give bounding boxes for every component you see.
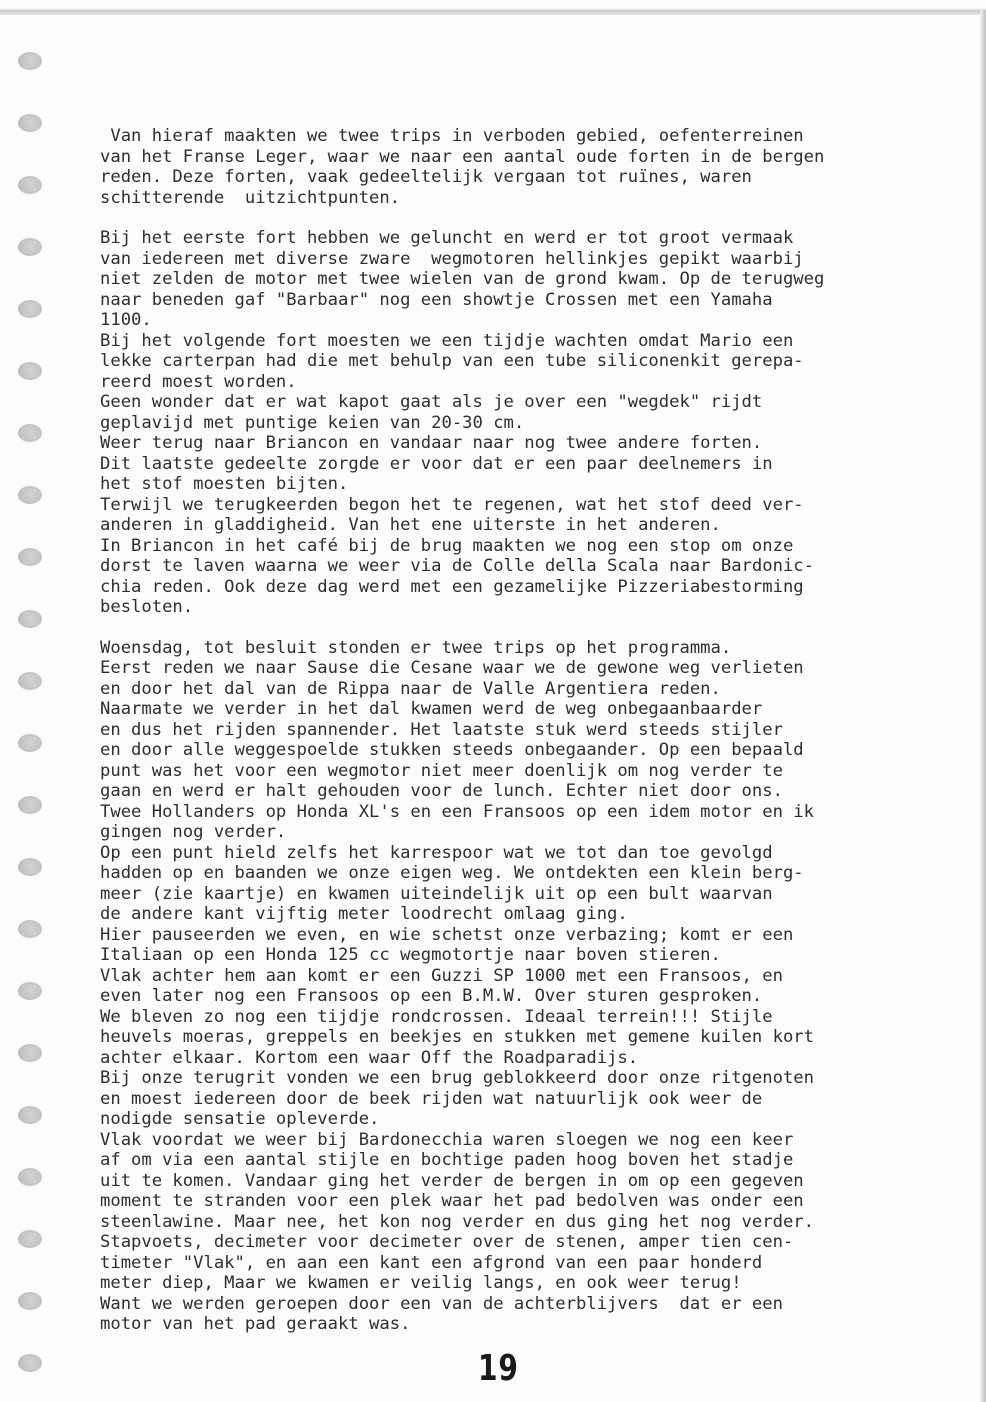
text-line: achter elkaar. Kortom een waar Off the Roadparadijs. [100, 1047, 639, 1068]
page-right-edge [980, 10, 986, 1402]
text-line: en moest iedereen door de beek rijden wat natuurlijk ook weer de [100, 1088, 763, 1109]
text-line: reden. Deze forten, vaak gedeeltelijk vergaan tot ruïnes, waren [100, 167, 752, 187]
binder-hole [18, 362, 42, 380]
text-line: Weer terug naar Briancon en vandaar naar nog twee andere forten. [100, 433, 763, 453]
text-line: Van hieraf maakten we twee trips in verboden gebied, oefenterreinen [100, 126, 804, 146]
paragraph [100, 638, 970, 1335]
text-line: Twee Hollanders op Honda XL's en een Fransoos op een idem motor en ik [100, 801, 814, 822]
binder-hole [18, 1292, 42, 1310]
text-line: Vlak voordat we weer bij Bardonecchia waren sloegen we nog een keer [100, 1129, 794, 1150]
binder-hole [18, 1168, 42, 1186]
text-line: We bleven zo nog een tijdje rondcrossen. Ideaal terrein!!! Stijle [100, 1006, 773, 1027]
text-line: Op een punt hield zelfs het karrespoor wat we tot dan toe gevolgd [100, 842, 773, 863]
paragraph-gap [100, 618, 970, 638]
text-line: uit te komen. Vandaar ging het verder de bergen in om op een gegeven [100, 1170, 804, 1191]
paragraph [100, 228, 970, 618]
text-line: gingen nog verder. [100, 822, 287, 842]
binder-hole [18, 548, 42, 566]
text-line: Bij het volgende fort moesten we een tijdje wachten omdat Mario een [100, 330, 794, 351]
text-line: en dus het rijden spannender. Het laatste stuk werd steeds stijler [100, 719, 783, 740]
text-line: Eerst reden we naar Sause die Cesane waar we de gewone weg verlieten [100, 658, 804, 678]
text-line: af om via een aantal stijle en bochtige paden hoog boven het stadje [100, 1150, 794, 1170]
binder-hole [18, 672, 42, 690]
binder-hole [18, 238, 42, 256]
text-line: lekke carterpan had die met behulp van een tube siliconenkit gerepa- [100, 351, 804, 371]
text-line: de andere kant vijftig meter loodrecht omlaag ging. [100, 904, 628, 924]
text-line: besloten. [100, 597, 194, 617]
text-line: en door alle weggespoelde stukken steeds onbegaander. Op een bepaald [100, 740, 804, 760]
binder-hole [18, 1354, 42, 1372]
text-line: gaan en werd er halt gehouden voor de lunch. Echter niet door ons. [100, 781, 783, 801]
text-line: Woensdag, tot besluit stonden er twee trips op het programma. [100, 637, 732, 658]
text-line: geplavijd met puntige keien van 20-30 cm. [100, 412, 525, 433]
binder-hole [18, 858, 42, 876]
text-line: Hier pauseerden we even, en wie schetst onze verbazing; komt er een [100, 924, 794, 945]
text-line: Bij het eerste fort hebben we geluncht en werd er tot groot vermaak [100, 228, 794, 248]
binder-hole [18, 114, 42, 132]
text-line: van iedereen met diverse zware wegmotoren hellinkjes gepikt waarbij [100, 248, 804, 269]
binder-hole [18, 486, 42, 504]
binder-hole [18, 982, 42, 1000]
text-line: Want we werden geroepen door een van de achterblijvers dat er een [100, 1293, 783, 1314]
paragraph [100, 126, 970, 208]
text-line: Geen wonder dat er wat kapot gaat als je over een "wegdek" rijdt [100, 392, 763, 412]
text-line: Terwijl we terugkeerden begon het te regenen, wat het stof deed ver- [100, 494, 804, 515]
text-line: anderen in gladdigheid. Van het ene uiterste in het anderen. [100, 515, 721, 535]
page-top-edge [0, 8, 986, 15]
text-line: niet zelden de motor met twee wielen van de grond kwam. Op de terugweg [100, 269, 825, 289]
text-line: het stof moesten bijten. [100, 474, 349, 494]
text-line: even later nog een Fransoos op een B.M.W. Over sturen gesproken. [100, 986, 763, 1006]
text-line: meter diep, Maar we kwamen er veilig langs, en ook weer terug! [100, 1273, 742, 1293]
text-line: Vlak achter hem aan komt er een Guzzi SP 1000 met een Fransoos, en [100, 965, 783, 986]
text-line: moment te stranden voor een plek waar het pad bedolven was onder een [100, 1191, 804, 1211]
text-line: schitterende uitzichtpunten. [100, 187, 401, 208]
binder-hole [18, 1230, 42, 1248]
article-text [100, 126, 970, 1335]
text-line: naar beneden gaf "Barbaar" nog een showtje Crossen met een Yamaha [100, 289, 773, 310]
text-line: heuvels moeras, greppels en beekjes en stukken met gemene kuilen kort [100, 1027, 814, 1047]
text-line: van het Franse Leger, waar we naar een aantal oude forten in de bergen [100, 146, 825, 167]
binder-hole [18, 52, 42, 70]
binder-hole [18, 300, 42, 318]
text-line: Bij onze terugrit vonden we een brug geblokkeerd door onze ritgenoten [100, 1068, 814, 1088]
text-line: steenlawine. Maar nee, het kon nog verder en dus ging het nog verder. [100, 1211, 814, 1232]
binder-hole [18, 796, 42, 814]
text-line: Naarmate we verder in het dal kwamen werd de weg onbegaanbaarder [100, 699, 763, 719]
text-line: dorst te laven waarna we weer via de Colle della Scala naar Bardonic- [100, 556, 814, 576]
text-line: meer (zie kaartje) en kwamen uiteindelijk uit op een bult waarvan [100, 883, 773, 904]
binder-hole [18, 610, 42, 628]
binder-hole [18, 920, 42, 938]
binder-hole [18, 734, 42, 752]
text-line: en door het dal van de Rippa naar de Valle Argentiera reden. [100, 678, 721, 699]
text-line: Stapvoets, decimeter voor decimeter over de stenen, amper tien cen- [100, 1232, 794, 1252]
text-line: 1100. [100, 310, 152, 330]
text-line: timeter "Vlak", en aan een kant een afgrond van een paar honderd [100, 1252, 763, 1273]
text-line: chia reden. Ook deze dag werd met een gezamelijke Pizzeriabestorming [100, 576, 804, 597]
text-line: motor van het pad geraakt was. [100, 1314, 411, 1334]
text-line: In Briancon in het café bij de brug maakten we nog een stop om onze [100, 535, 794, 556]
binder-hole [18, 424, 42, 442]
text-line: Italiaan op een Honda 125 cc wegmotortje naar boven stieren. [100, 945, 721, 965]
binder-hole [18, 176, 42, 194]
paragraph-gap [100, 208, 970, 228]
text-line: hadden op en baanden we onze eigen weg. We ontdekten een klein berg- [100, 863, 804, 883]
text-line: reerd moest worden. [100, 371, 297, 392]
text-line: punt was het voor een wegmotor niet meer doenlijk om nog verder te [100, 760, 783, 781]
binder-holes [18, 52, 44, 1402]
binder-hole [18, 1106, 42, 1124]
text-line: Dit laatste gedeelte zorgde er voor dat er een paar deelnemers in [100, 453, 773, 474]
binder-hole [18, 1044, 42, 1062]
text-line: nodigde sensatie opleverde. [100, 1109, 380, 1129]
page-number: 19 [478, 1348, 519, 1389]
